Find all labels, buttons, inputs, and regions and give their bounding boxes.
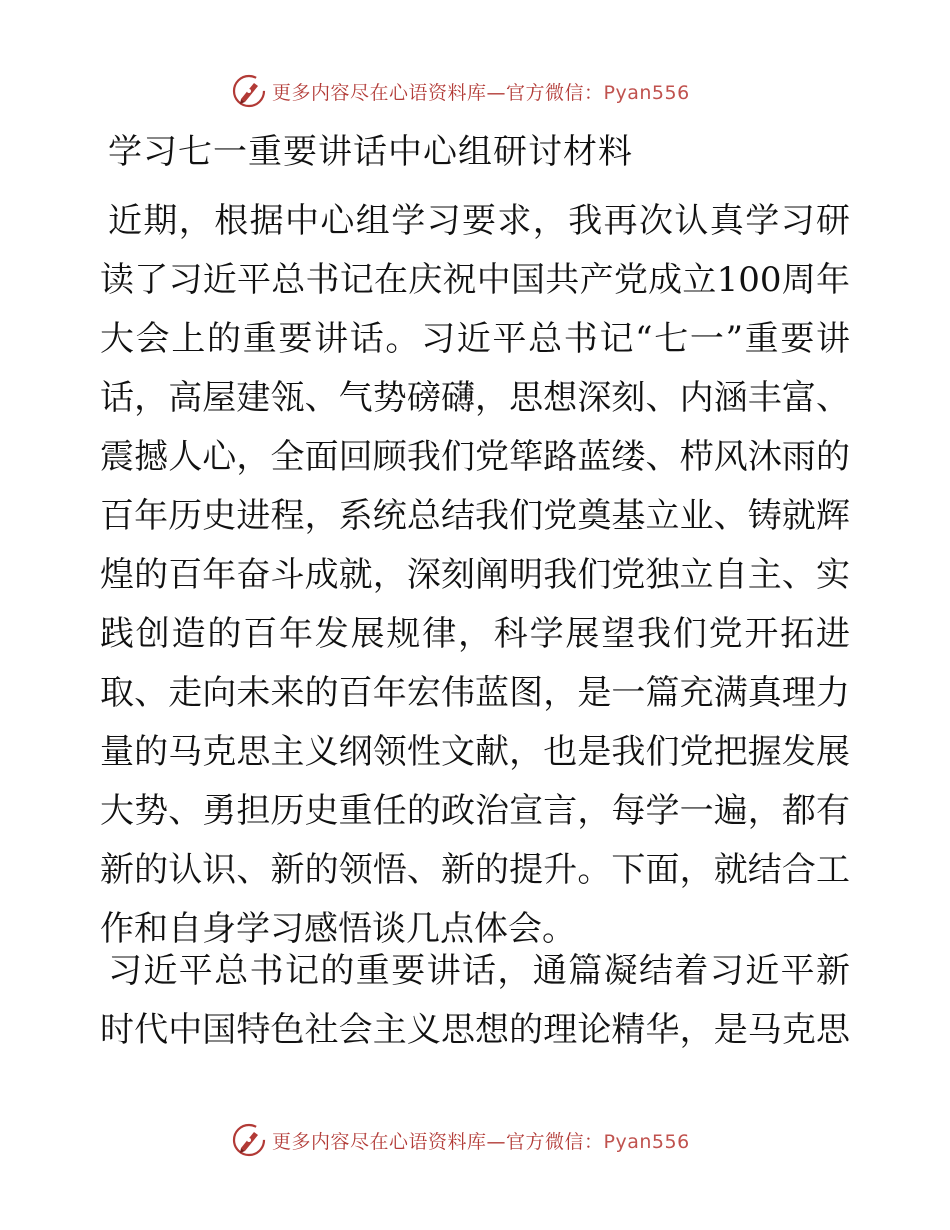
paragraph-line: 新的认识、新的领悟、新的提升。下面，就结合工 bbox=[100, 850, 850, 890]
watermark-label: 更多内容尽在心语资料库—官方微信： bbox=[272, 1130, 604, 1153]
paragraph-line: 话，高屋建瓴、气势磅礴，思想深刻、内涵丰富、 bbox=[100, 378, 850, 418]
watermark-banner-top bbox=[232, 71, 712, 111]
paragraph-line: 百年历史进程，系统总结我们党奠基立业、铸就辉 bbox=[100, 496, 850, 536]
pen-logo-icon bbox=[232, 74, 266, 108]
paragraph-2 bbox=[100, 942, 850, 1060]
paragraph-line: 时代中国特色社会主义思想的理论精华，是马克思 bbox=[100, 1010, 850, 1050]
paragraph-line: 取、走向未来的百年宏伟蓝图，是一篇充满真理力 bbox=[100, 673, 850, 713]
watermark-wechat-id: Pyan556 bbox=[603, 1130, 690, 1153]
paragraph-1 bbox=[100, 192, 850, 959]
paragraph-line: 大会上的重要讲话。习近平总书记“七一”重要讲 bbox=[100, 319, 850, 359]
paragraph-line: 煌的百年奋斗成就，深刻阐明我们党独立自主、实 bbox=[100, 555, 850, 595]
watermark-text bbox=[272, 78, 690, 105]
paragraph-line: 大势、勇担历史重任的政治宣言，每学一遍，都有 bbox=[100, 791, 850, 831]
paragraph-line: 震撼人心，全面回顾我们党筚路蓝缕、栉风沐雨的 bbox=[100, 437, 850, 477]
paragraph-line: 读了习近平总书记在庆祝中国共产党成立100周年 bbox=[100, 260, 850, 300]
watermark-label: 更多内容尽在心语资料库—官方微信： bbox=[272, 81, 604, 104]
paragraph-line: 践创造的百年发展规律，科学展望我们党开拓进 bbox=[100, 614, 850, 654]
paragraph-line: 习近平总书记的重要讲话，通篇凝结着习近平新 bbox=[108, 951, 850, 991]
watermark-text bbox=[272, 1127, 690, 1154]
paragraph-line: 作和自身学习感悟谈几点体会。 bbox=[100, 909, 576, 949]
watermark-wechat-id: Pyan556 bbox=[603, 81, 690, 104]
watermark-banner-bottom bbox=[232, 1120, 712, 1160]
document-title: 学习七一重要讲话中心组研讨材料 bbox=[108, 132, 633, 172]
paragraph-line: 量的马克思主义纲领性文献，也是我们党把握发展 bbox=[100, 732, 850, 772]
paragraph-line: 近期，根据中心组学习要求，我再次认真学习研 bbox=[108, 201, 850, 241]
pen-logo-icon bbox=[232, 1123, 266, 1157]
